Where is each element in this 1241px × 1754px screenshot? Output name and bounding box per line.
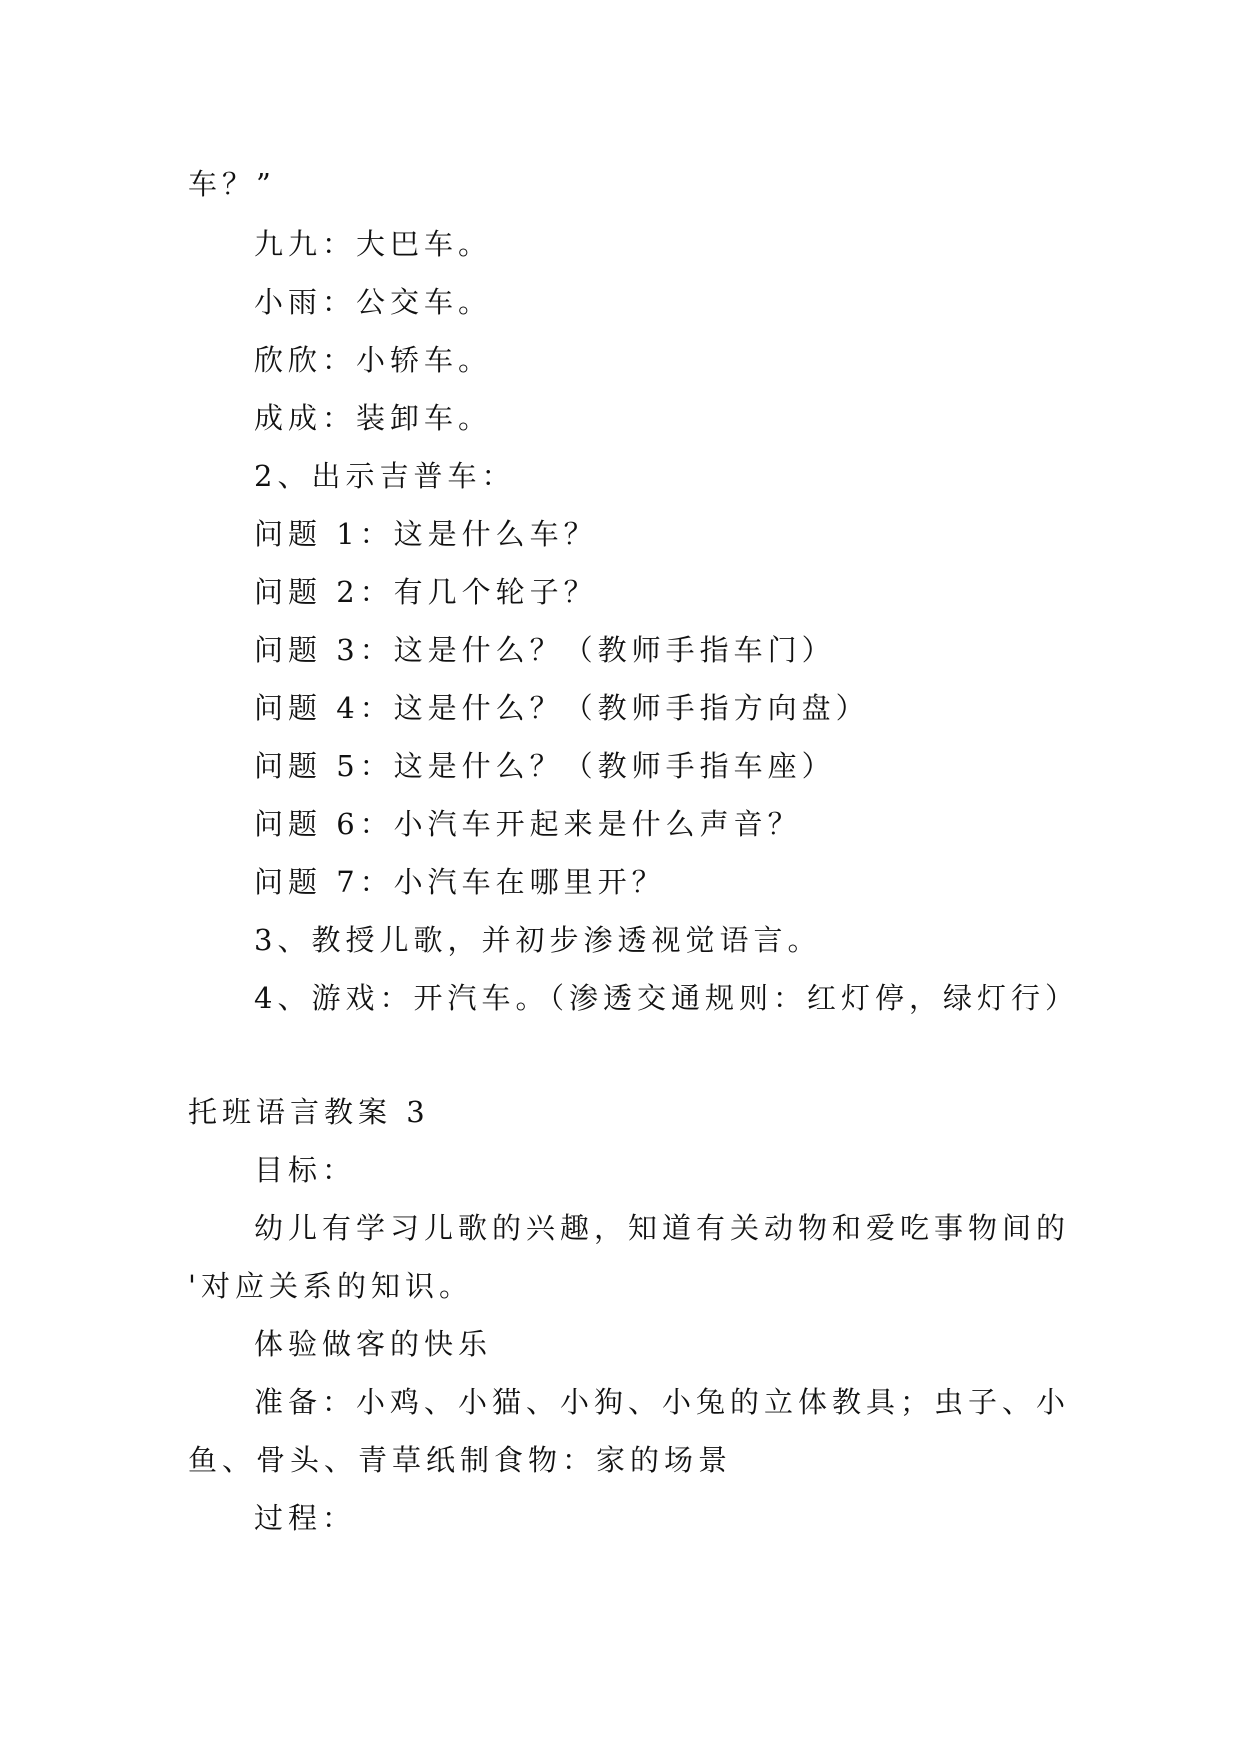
text-line-goal-label: 目标：	[254, 1153, 357, 1187]
text-line-step-4: 4、游戏：开汽车。（渗透交通规则：红灯停，绿灯行）	[254, 981, 1079, 1015]
text-line-answer-xinxin: 欣欣：小轿车。	[254, 343, 493, 377]
text-line-process-label: 过程：	[254, 1501, 357, 1535]
text-line-question-3: 问题 3：这是什么？（教师手指车门）	[254, 633, 836, 667]
text-line-step-2: 2、出示吉普车：	[254, 459, 516, 493]
text-line-question-5: 问题 5：这是什么？（教师手指车座）	[254, 749, 836, 783]
text-line-step-3: 3、教授儿歌，并初步渗透视觉语言。	[254, 923, 822, 957]
text-line-answer-chengcheng: 成成：装卸车。	[254, 401, 493, 435]
section-heading: 托班语言教案 3	[188, 1095, 430, 1129]
text-line-question-2: 问题 2：有几个轮子？	[254, 575, 598, 609]
text-line-answer-xiaoyu: 小雨：公交车。	[254, 285, 493, 319]
text-line-preparation-cont: 鱼、骨头、青草纸制食物：家的场景	[188, 1443, 733, 1477]
text-line-goal-1: 幼儿有学习儿歌的兴趣，知道有关动物和爱吃事物间的	[254, 1211, 1071, 1245]
text-line-question-4: 问题 4：这是什么？（教师手指方向盘）	[254, 691, 870, 725]
text-line-goal-2: 体验做客的快乐	[254, 1327, 493, 1361]
text-line-question-7: 问题 7：小汽车在哪里开？	[254, 865, 666, 899]
text-line-question-6: 问题 6：小汽车开起来是什么声音？	[254, 807, 802, 841]
text-line-goal-1-cont: '对应关系的知识。	[188, 1269, 473, 1303]
text-line-question-1: 问题 1：这是什么车？	[254, 517, 598, 551]
text-line-continuation: 车？”	[188, 167, 276, 201]
text-line-preparation: 准备：小鸡、小猫、小狗、小兔的立体教具；虫子、小	[254, 1385, 1071, 1419]
text-line-answer-jiujiu: 九九：大巴车。	[254, 227, 493, 261]
